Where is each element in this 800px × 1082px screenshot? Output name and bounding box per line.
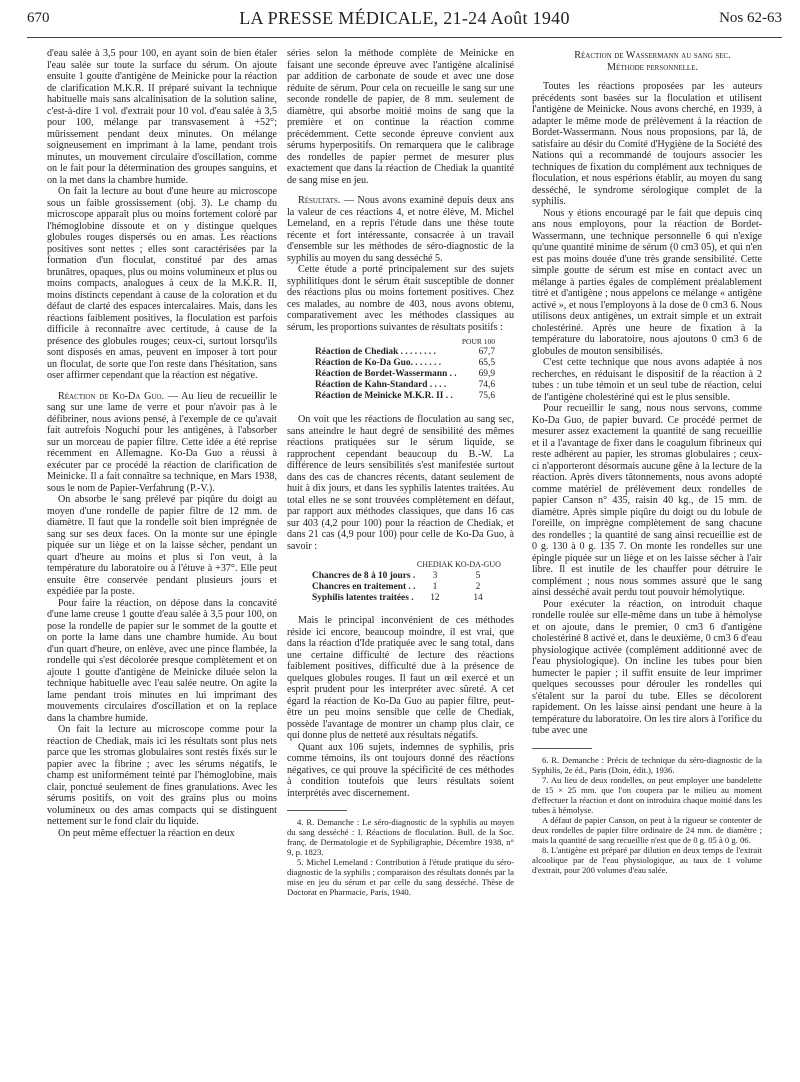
row-label: Réaction de Kahn-Standard . . . .: [315, 380, 447, 390]
paragraph: On voit que les réactions de floculation au sang sec, sans atteindre le haut degré de sensibilité des mêmes réactions pratiquées sur le sérum liquide, se rapprochent cependant beaucoup du B.-W. La différence de leurs sensibilités s'est manifestée surtout dans des cas de chancres récents, datant seulement de huit à dix jours, et dans les syphilis latentes traitées. Au total elles ne se sont trouvées complètement en défaut, par rapport aux méthodes classiques, que dans 16 cas sur 403 (4,2 pour 100) pour la réaction de Chediak, et dans 21 cas (4,9 pour 100) pour celle de Ko-Da Guo, à savoir :: [287, 414, 514, 552]
paragraph: Pour faire la réaction, on dépose dans la concavité d'une lame creuse 1 goutte d'eau salée à 3,5 pour 100, on pose la rondelle de papier sur le sommet de la goutte et on porte la lame dans une chambre humide. Au bout d'un quart d'heure, on enlève, avec une pince flambée, la rondelle qui s'est décolorée presque complètement et on ajoute 1 goutte d'antigène de Meinicke diluée selon la technique habituelle avec l'eau salée neutre. On agite la lame pendant trois minutes en lui imprimant des mouvements circulaires d'oscillation et on la replace dans la chambre humide.: [47, 597, 277, 724]
paragraph: Mais le principal inconvénient de ces méthodes réside ici encore, beaucoup moindre, il est vrai, que dans la réaction d'Ide pratiquée avec le sang total, dans une certaine difficulté de lecture des réactions faiblement positives, difficulté due à la présence de quelques globules rouges. Il faut un œil exercé et un esprit prudent pour les interpréter avec sûreté. A cet égard la réaction de Ko-Da Guo au papier filtre, peut-être un peu moins sensible que celle de Chediak, possède l'avantage de montrer un champ plus clair, ce qui donne plus de netteté aux résultats négatifs.: [287, 615, 514, 741]
paragraph: Quant aux 106 sujets, indemnes de syphilis, pris comme témoins, ils ont toujours donné des réactions négatives, ce qui prouve la spécificité de ces méthodes à condition toutefois que leurs résultats soient interprétés avec discernement.: [287, 741, 514, 799]
row-value: 67,7: [478, 347, 495, 357]
column-3: [532, 48, 762, 875]
table-row: [312, 571, 502, 582]
results-table: [315, 336, 495, 402]
paragraph: On fait la lecture au microscope comme pour la réaction de Chediak, mais ici les résultats sont plus nets parce que les stromas globulaires sont restés fixés sur le papier avec la fibrine ; avec les sérums négatifs, le champ est uniformément teinté par l'hémoglobine, mais clair, ponctué seulement de fines granulations. Avec les sérums positifs, on voit des grains plus ou moins volumineux ou des amas compacts qui se distinguent nettement sur le fond clair du liquide.: [47, 724, 277, 827]
section-title: Réaction de Wassermann au sang sec.: [574, 50, 731, 61]
paragraph: séries selon la méthode complète de Meinicke en faisant une seconde épreuve avec l'antigène alcalinisé par addition de carbonate de soude et avec une dose réduite de sérum. Pour cela on recueille le sang sur une seconde rondelle de papier, de 8 mm. seulement de diamètre, qui absorbe moitié moins de sang que la première et on continue la réaction comme précédemment. Cette seconde épreuve convient aux sérums hyperpositifs. On remarquera que le calibrage des rondelles de papier permet de mesurer plus exactement que dans la réaction de Chediak la quantité de sang mise en jeu.: [287, 48, 514, 186]
footnotes: [532, 755, 762, 875]
col-header: CHEDIAK: [416, 560, 453, 569]
row-value: 74,6: [478, 380, 495, 390]
paragraph: — Nous avons examiné depuis deux ans la valeur de ces réactions 4, et notre élève, M. Michel Lemeland, en a repris l'étude dans une thèse toute récente et fort intéressante, consacrée à un travail d'ensemble sur les méthodes de séro-diagnostic de la syphilis au moyen du sang desséché 5.: [287, 195, 514, 264]
paragraph: On fait la lecture au bout d'une heure au microscope sous un faible grossissement (obj. 3). Le champ du microscope apparaît plus ou moins fortement coloré par l'hémoglobine dissoute et on y distingue quelques globules rouges dispersés ou en amas. Les réactions positives sont nettes ; elles sont caractérisées par la formation d'un floculat, constitué par des amas brunâtres, opaques, plus ou moins volumineux et plus ou moins compacts, analogues à ceux de la M.K.R. II, moins distincts cependant à cause de la coloration et du défaut de clarté des espaces intercalaires. Mais, dans les réactions faiblement positives, la floculation est parfois difficile à reconnaître avec certitude, à cause de la présence des globules rouges; ceux-ci, surtout lorsqu'ils sont disposés en amas, peuvent en imposer à tort pour un floculat, de sorte que l'on reste dans l'hésitation, sans oser affirmer cependant que la réaction est négative.: [47, 186, 277, 381]
table-row: [312, 593, 502, 604]
paragraph: Cette étude a porté principalement sur des sujets syphilitiques dont le sérum était susceptible de donner des réactions plus ou moins fortement positives. Chez ces malades, au nombre de 403, nous avons obtenu, comparativement avec les méthodes classiques au sérum, les proportions suivantes de résultats positifs :: [287, 264, 514, 333]
table-row: [315, 391, 495, 402]
cell: 5: [475, 571, 481, 581]
footnote: 4. R. Demanche : Le séro-diagnostic de la syphilis au moyen du sang desséché : I. Réactions de floculation. Bull. de la Soc. franç. de Dermatologie et de Syphiligraphie, Décembre 1938, n° 9, p. 1823.: [287, 817, 514, 857]
section-subtitle: Méthode personnelle.: [606, 61, 698, 73]
column-1: [47, 48, 277, 839]
journal-title: LA PRESSE MÉDICALE, 21-24 Août 1940: [239, 8, 570, 28]
failures-table: [312, 558, 502, 604]
table-row: [315, 347, 495, 358]
row-label: Réaction de Bordet-Wassermann . .: [315, 369, 457, 379]
footnote: 6. R. Demanche : Précis de technique du séro-diagnostic de la Syphilis, 2e éd., Paris (Doin, édit.), 1936.: [532, 754, 762, 775]
table-row: [315, 369, 495, 380]
footnote: 8. L'antigène est préparé par dilution en deux temps de l'extrait alcoolique par de l'eau physiologique, au taux de 1 volume d'extrait, pour 200 volumes d'eau salée.: [532, 844, 762, 875]
footnote-rule: [287, 810, 347, 811]
footnote: 7. Au lieu de deux rondelles, on peut employer une bandelette de 15 × 25 mm. que l'on coupera par le milieu au moment d'effectuer la réaction et dont on introduira chaque moitié dans les tubes à hémolyse.: [532, 774, 762, 815]
row-label: Chancres de 8 à 10 jours .: [312, 571, 416, 581]
paragraph: Toutes les réactions proposées par les auteurs précédents sont basées sur la floculation et utilisent l'antigène de Meinicke. Nous avons cherché, en 1939, à adapter le même mode de prélèvement à la réaction de Bordet-Wassermann. Nous nous proposions, par là, de satisfaire au désir du Comité d'Hygiène de la Société des Nations qui a recommandé de toujours associer les techniques de fixation du complément aux techniques de floculation, et nous espérions établir, au moyen du sang desséché, le syndrome sérologique complet de la syphilis.: [532, 81, 762, 207]
cell: 3: [432, 571, 438, 581]
footnote: 5. Michel Lemeland : Contribution à l'étude pratique du séro-diagnostic de la syphilis ; comparaison des résultats donnés par la mise en jeu du sérum et par celle du sang desséché. Thèse de Doctorat en Pharmacie, Paris, 1940.: [287, 857, 514, 897]
page-number: 670: [27, 10, 50, 26]
footnotes: [287, 817, 514, 897]
section-heading: Résultats.: [298, 195, 341, 206]
paragraph: — Au lieu de recueillir le sang sur une lame de verre et pour n'avoir pas à le défibriner, nous avions pensé, à l'exemple de ce qu'avait fait autrefois Noguchi pour les antigènes, à l'absorber sur un morceau de papier filtre. Cette idée a été reprise récemment en Allemagne. Ko-Da Guo a réussi à exécuter par ce procédé la réaction de clarification de Meinicke. Il a fait connaître sa technique, en Mars 1938, sous le nom de Papier-Verfahrung (P.-V.).: [47, 390, 278, 494]
section-heading: Réaction de Ko-Da Guo.: [58, 390, 165, 402]
issue-number: Nos 62-63: [719, 10, 782, 26]
page-header: [27, 8, 782, 34]
header-rule: [27, 37, 782, 38]
row-label: Réaction de Chediak . . . . . . . .: [315, 347, 436, 357]
table-header: POUR 100: [461, 337, 495, 346]
paragraph: C'est cette technique que nous avons adaptée à nos recherches, en réduisant le dispositif de la réaction à 2 tubes : un tube témoin et un seul tube de réaction, celui de l'antigène cholestériné qui est le plus sensible.: [532, 357, 762, 403]
table-row: [315, 358, 495, 369]
footnote-rule: [532, 748, 592, 749]
paragraph: Nous y étions encouragé par le fait que depuis cinq ans nous employons, pour la réaction de Bordet-Wassermann, une technique personnelle 6 qui n'exige qu'une quantité minime de sérum (0 cm3 05), et qui n'en est pas moins douée d'une très grande sensibilité. Cette simple goutte de sérum est mise en contact avec un mélange à parties égales de complément préalablement titré et d'antigène ; nous appelons ce mélange « antigène activé », et nous l'employons à la dose de 0 cm3 6. Nous utilisons deux antigènes, un extrait simple et un extrait cholestériné. Après une heure de fixation à la température du laboratoire, nous ajoutons 0 cm3 6 de globules de mouton sensibilisés.: [532, 207, 762, 357]
row-label: Réaction de Meinicke M.K.R. II . .: [315, 391, 453, 401]
col-header: KO-DA-GUO: [455, 560, 501, 569]
cell: 12: [430, 593, 440, 603]
paragraph: Pour recueillir le sang, nous nous servons, comme Ko-Da Guo, de papier buvard. Ce procédé permet de mesurer assez exactement la quantité de sang recueillie et il a l'avantage de fixer dans le coagulum fibrineux qui reste adhérent au papier, les stromas globulaires ; ceux-ci n'apporteront désormais aucune gêne à la lecture de la réaction. Après divers tâtonnements, nous avons adopté comme matériel de prélèvement deux rondelles de papier Canson n° 435, raisin 40 kg., de 15 mm. de diamètre. Après simple piqûre du doigt ou du lobule de l'oreille, on imprègne complètement de sang chacune des rondelles ; la quantité de sang ainsi recueillie est de 0 g. 130 à 0 g. 135 7. On monte les rondelles sur une épingle piquée sur un liège et on les laisse sécher à l'air libre. Il est inutile de les chauffer pour détruire le complément ; nous nous sommes assuré que le sang ainsi desséché avait perdu tout pouvoir hémolytique.: [532, 403, 762, 598]
row-value: 75,6: [478, 391, 495, 401]
row-label: Syphilis latentes traitées .: [312, 593, 414, 603]
cell: 2: [475, 582, 481, 592]
paragraph: Pour exécuter la réaction, on introduit chaque rondelle roulée sur elle-même dans un tube à hémolyse et on ajoute, dans le premier, 0 cm3 6 d'antigène cholestériné 8 activé et, dans le deuxième, 0 cm3 6 d'eau physiologique activée (complément additionné avec de l'eau physiologique). On incline les tubes pour bien humecter le papier ; il suffit ensuite de leur imprimer quelques secousses pour dérouler les rondelles qui s'étalent sur la paroi du tube. Elles se décolorent rapidement. On les laisse ainsi pendant une heure à la température du laboratoire. On les tire alors à l'orifice du tube avec une: [532, 598, 762, 736]
footnote: A défaut de papier Canson, on peut à la rigueur se contenter de deux rondelles de papier filtre ordinaire de 24 mm. de diamètre ; mais la quantité de sang recueillie n'est que de 0 g. 05 à 0 g. 06.: [532, 814, 762, 845]
paragraph: On peut même effectuer la réaction en deux: [58, 827, 235, 839]
row-label: Réaction de Ko-Da Guo. . . . . . .: [315, 358, 442, 368]
cell: 1: [432, 582, 438, 592]
cell: 14: [473, 593, 483, 603]
column-2: [287, 48, 514, 897]
paragraph: d'eau salée à 3,5 pour 100, en ayant soin de bien étaler l'eau salée sur toute la surface du sérum. On ajoute ensuite 1 goutte d'antigène de Meinicke pour la réaction de clarification M.K.R. II préparé suivant la technique habituelle mais sans alcalinisation de la solution saline, c'est-à-dire 1 vol. d'extrait pour 10 vol. d'eau salée à 3,5 pour 100, mélange par transvasement à +52°; mûrissement pendant deux minutes. On mélange soigneusement en imprimant à la lame, pendant trois minutes, un mouvement circulaire d'oscillation, comme on le fait pour la détermination des groupes sanguins, et on la met dans la chambre humide.: [47, 48, 277, 186]
table-row: [315, 380, 495, 391]
row-value: 65,5: [478, 358, 495, 368]
paragraph: On absorbe le sang prélevé par piqûre du doigt au moyen d'une rondelle de papier filtre de 12 mm. de diamètre. Il faut que la rondelle soit bien imprégnée de sang sur ses deux faces. On la monte sur une épingle piquée sur un liège et on la laisse sécher, pendant un quart d'heure au moins et plus si l'on veut, à la température du laboratoire ou à l'étuve à +37°. Elle peut ensuite être conservée pendant plusieurs jours et expédiée par la poste.: [47, 494, 277, 597]
row-value: 69,9: [478, 369, 495, 379]
row-label: Chancres en traitement . .: [312, 582, 416, 592]
table-row: [312, 582, 502, 593]
